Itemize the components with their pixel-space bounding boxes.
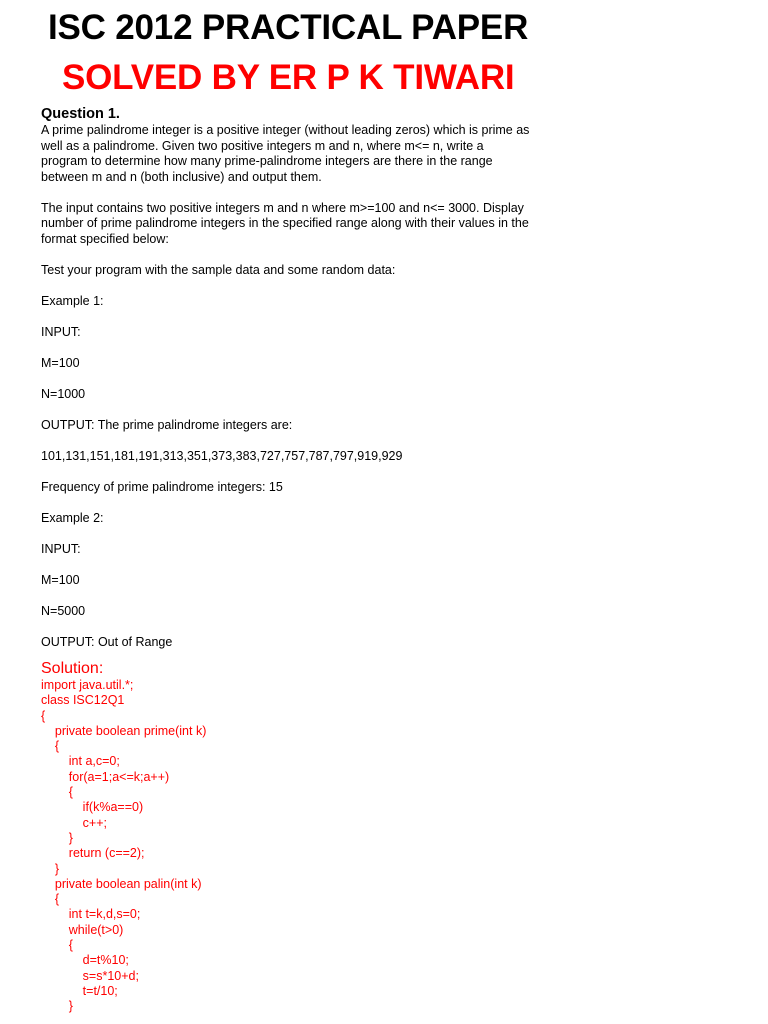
code-line: private boolean palin(int k): [41, 876, 202, 891]
text-line: The input contains two positive integers m and n where m>=100 and n<= 3000. Display: [41, 200, 524, 215]
example-1-output-label: OUTPUT: The prime palindrome integers are:: [41, 417, 293, 432]
solution-heading: Solution:: [41, 660, 104, 677]
example-1-label: Example 1:: [41, 293, 104, 308]
code-line: int t=k,d,s=0;: [41, 907, 141, 922]
code-line: for(a=1;a<=k;a++): [41, 769, 170, 784]
example-1-n-value: N=1000: [41, 386, 86, 401]
text-line: A prime palindrome integer is a positive integer (without leading zeros) which is prime as: [41, 123, 530, 137]
code-line: }: [41, 830, 73, 845]
code-line: }: [41, 861, 60, 876]
code-line: }: [41, 999, 73, 1014]
code-line: {: [41, 739, 60, 754]
code-line: return (c==2);: [41, 846, 145, 861]
example-2-m-value: M=100: [41, 572, 80, 587]
code-line: {: [41, 708, 46, 723]
document-body: [41, 106, 556, 1015]
code-line: t=t/10;: [41, 983, 118, 998]
code-line: {: [41, 785, 73, 800]
page-title: ISC 2012 PRACTICAL PAPER: [48, 8, 529, 47]
question-paragraph-1: [41, 123, 556, 185]
code-line: d=t%10;: [41, 953, 129, 968]
example-1-input-label: INPUT:: [41, 324, 81, 339]
example-2-output: OUTPUT: Out of Range: [41, 634, 173, 649]
code-line: s=s*10+d;: [41, 968, 139, 983]
example-2-input-label: INPUT:: [41, 541, 81, 556]
code-line: while(t>0): [41, 922, 124, 937]
code-line: import java.util.*;: [41, 678, 134, 692]
example-2-label: Example 2:: [41, 510, 104, 525]
code-line: {: [41, 892, 60, 907]
page-subtitle: SOLVED BY ER P K TIWARI: [62, 58, 515, 97]
question-heading: Question 1.: [41, 106, 120, 122]
example-1-frequency: Frequency of prime palindrome integers: 15: [41, 479, 283, 494]
code-line: c++;: [41, 815, 107, 830]
example-1-output-values: 101,131,151,181,191,313,351,373,383,727,757,787,797,919,929: [41, 448, 403, 463]
example-2-n-value: N=5000: [41, 603, 86, 618]
solution-code: [41, 678, 556, 1015]
example-1-m-value: M=100: [41, 355, 80, 370]
code-line: if(k%a==0): [41, 800, 144, 815]
code-line: int a,c=0;: [41, 754, 120, 769]
text-line: between m and n (both inclusive) and output them.: [41, 169, 322, 184]
text-line: well as a palindrome. Given two positive integers m and n, where m<= n, write a: [41, 138, 484, 153]
code-line: {: [41, 938, 73, 953]
text-line: number of prime palindrome integers in the specified range along with their values in the: [41, 216, 529, 230]
test-instruction: Test your program with the sample data and some random data:: [41, 262, 396, 277]
code-line: class ISC12Q1: [41, 693, 125, 708]
code-line: private boolean prime(int k): [41, 723, 207, 738]
text-line: program to determine how many prime-palindrome integers are there in the range: [41, 154, 493, 168]
text-line: format specified below:: [41, 231, 169, 246]
question-paragraph-2: [41, 201, 556, 248]
